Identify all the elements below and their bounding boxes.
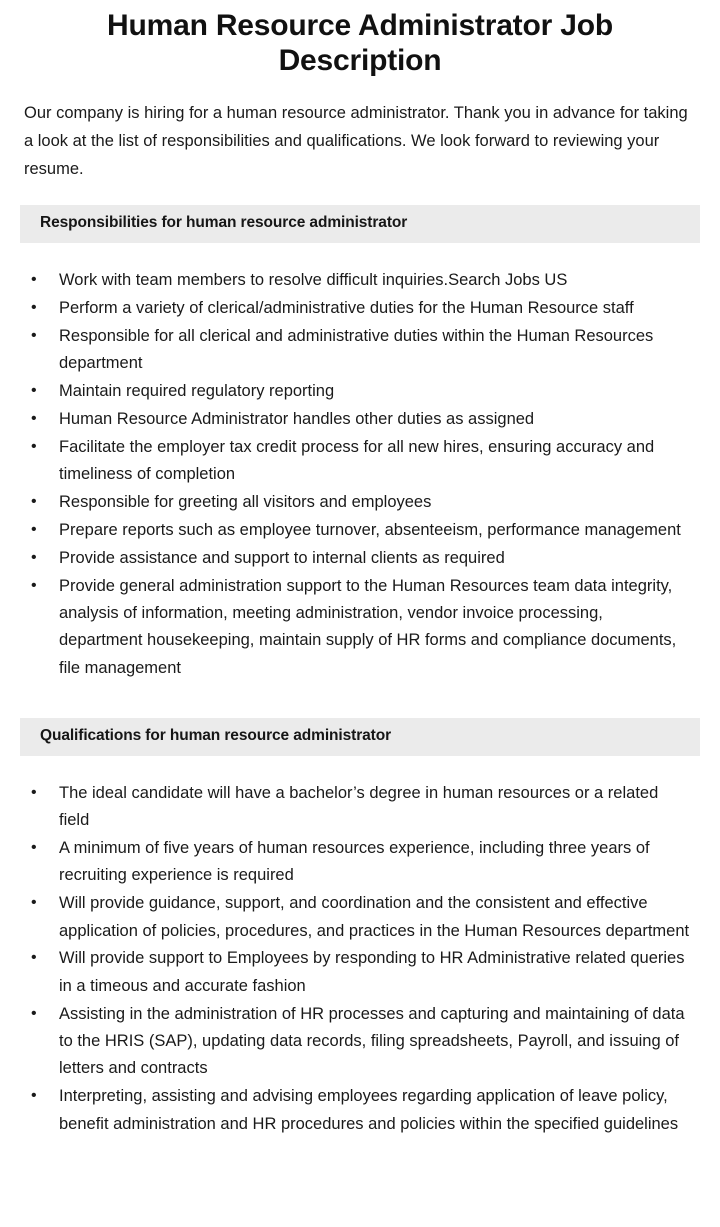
list-item: • Work with team members to resolve difficult inquiries.Search Jobs US bbox=[45, 267, 690, 294]
list-item: • A minimum of five years of human resources experience, including three years of recruiting experience is required bbox=[45, 835, 690, 890]
list-item: • Assisting in the administration of HR processes and capturing and maintaining of data to the HRIS (SAP), updating data records, filing spreadsheets, Payroll, and issuing of letters and contracts bbox=[45, 1001, 690, 1083]
list-item: • Provide assistance and support to internal clients as required bbox=[45, 545, 690, 572]
list-item: • Prepare reports such as employee turnover, absenteeism, performance management bbox=[45, 517, 690, 544]
list-item: • Will provide guidance, support, and coordination and the consistent and effective application of policies, procedures, and practices in the Human Resources department bbox=[45, 890, 690, 945]
list-item: • Responsible for greeting all visitors and employees bbox=[45, 489, 690, 516]
responsibilities-list bbox=[0, 243, 720, 682]
list-item: • Human Resource Administrator handles other duties as assigned bbox=[45, 406, 690, 433]
page-title: Human Resource Administrator Job Description bbox=[107, 9, 613, 78]
list-item: • Provide general administration support to the Human Resources team data integrity, analysis of information, meeting administration, vendor invoice processing, department housekeeping, maintain supply of HR forms and compliance documents, file management bbox=[45, 573, 690, 683]
section-qualifications bbox=[0, 718, 720, 1164]
section-heading-responsibilities: Responsibilities for human resource administrator bbox=[20, 205, 700, 243]
list-item: • Facilitate the employer tax credit process for all new hires, ensuring accuracy and timeliness of completion bbox=[45, 434, 690, 489]
list-item: • Perform a variety of clerical/administrative duties for the Human Resource staff bbox=[45, 295, 690, 322]
list-item: • Responsible for all clerical and administrative duties within the Human Resources department bbox=[45, 323, 690, 378]
qualifications-list bbox=[0, 756, 720, 1165]
list-item: • Maintain required regulatory reporting bbox=[45, 378, 690, 405]
section-responsibilities bbox=[0, 205, 720, 682]
list-item: • Will provide support to Employees by responding to HR Administrative related queries in a timeous and accurate fashion bbox=[45, 945, 690, 1000]
list-item: • The ideal candidate will have a bachelor’s degree in human resources or a related field bbox=[45, 780, 690, 835]
list-item: • Interpreting, assisting and advising employees regarding application of leave policy, benefit administration and HR procedures and policies within the specified guidelines bbox=[45, 1083, 690, 1138]
section-heading-qualifications: Qualifications for human resource administrator bbox=[20, 718, 700, 756]
intro-paragraph: Our company is hiring for a human resource administrator. Thank you in advance for taking a look at the list of responsibilities and qualifications. We look forward to reviewing your resume. bbox=[24, 104, 688, 178]
